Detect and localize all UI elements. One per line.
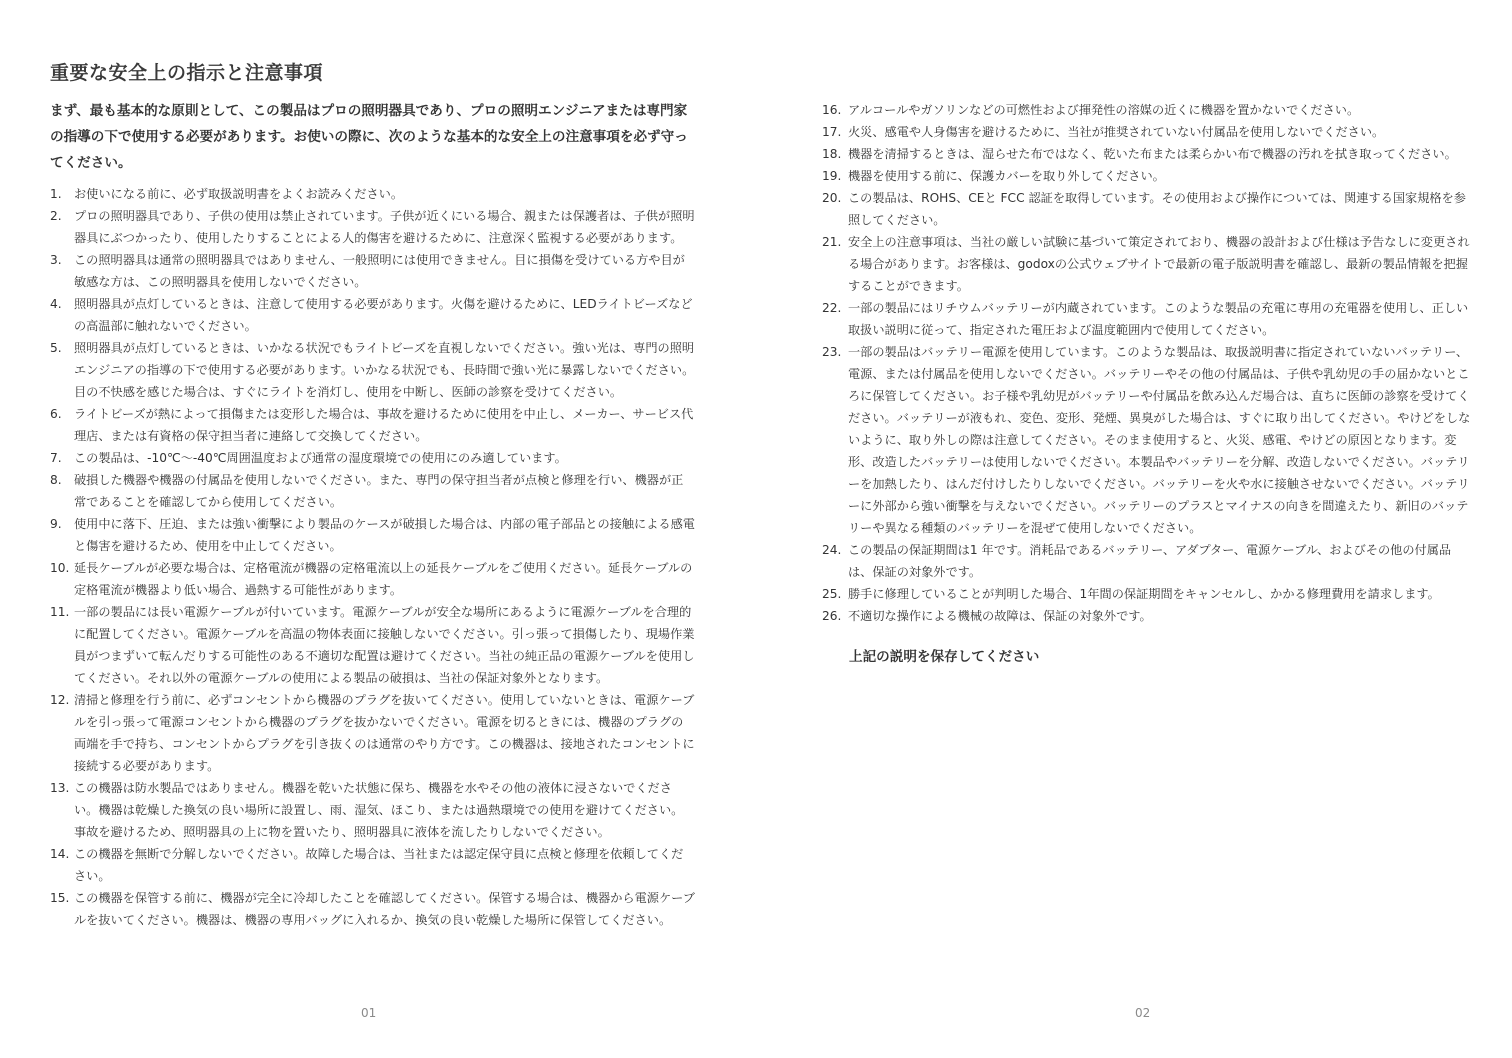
safety-item	[822, 605, 1472, 627]
item-number: 26.	[822, 609, 842, 623]
item-text: この照明器具は通常の照明器具ではありません、一般照明には使用できません。目に損傷を受けている方や目が敏感な方は、この照明器具を使用しないでください。	[74, 253, 685, 289]
safety-item	[822, 297, 1472, 341]
item-number: 9.	[50, 517, 62, 531]
item-text: この機器を無断で分解しないでください。故障した場合は、当社または認定保守員に点検と修理を依頼してください。	[74, 847, 684, 883]
item-number: 25.	[822, 587, 842, 601]
item-number: 10.	[50, 561, 70, 575]
item-text: 火災、感電や人身傷害を避けるために、当社が推奨されていない付属品を使用しないでください。	[848, 125, 1385, 139]
item-number: 18.	[822, 147, 842, 161]
item-text: 延長ケーブルが必要な場合は、定格電流が機器の定格電流以上の延長ケーブルをご使用ください。延長ケーブルの定格電流が機器より低い場合、過熱する可能性があります。	[74, 561, 693, 597]
safety-item	[822, 121, 1472, 143]
item-text: この製品の保証期間は1 年です。消耗品であるバッテリー、アダプター、電源ケーブル、およびその他の付属品は、保証の対象外です。	[848, 543, 1452, 579]
item-number: 8.	[50, 473, 62, 487]
safety-item	[50, 513, 695, 557]
item-text: 安全上の注意事項は、当社の厳しい試験に基づいて策定されており、機器の設計および仕様は予告なしに変更される場合があります。お客様は、godoxの公式ウェブサイトで最新の電子版説明書を確認し、最新の製品情報を把握することができます。	[848, 235, 1470, 293]
item-text: 一部の製品には長い電源ケーブルが付いています。電源ケーブルが安全な場所にあるように電源ケーブルを合理的に配置してください。電源ケーブルを高温の物体表面に接触しないでください。引っ張って損傷したり、現場作業員がつまずいて転んだりする可能性のある不適切な配置は避けてください。当社の純正品の電源ケーブルを使用してください。それ以外の電源ケーブルの使用による製品の破損は、当社の保証対象外となります。	[74, 605, 695, 685]
safety-item	[822, 165, 1472, 187]
safety-item	[822, 231, 1472, 297]
safety-item	[50, 447, 695, 469]
item-text: 使用中に落下、圧迫、または強い衝撃により製品のケースが破損した場合は、内部の電子部品との接触による感電と傷害を避けるため、使用を中止してください。	[74, 517, 695, 553]
item-number: 4.	[50, 297, 62, 311]
item-number: 15.	[50, 891, 70, 905]
safety-item	[50, 887, 695, 931]
item-text: ライトビーズが熱によって損傷または変形した場合は、事故を避けるために使用を中止し、メーカー、サービス代理店、または有資格の保守担当者に連絡して交換してください。	[74, 407, 694, 443]
item-number: 2.	[50, 209, 62, 223]
item-number: 24.	[822, 543, 842, 557]
safety-item	[822, 341, 1472, 539]
item-number: 12.	[50, 693, 70, 707]
safety-item	[50, 777, 695, 843]
safety-item	[50, 183, 695, 205]
safety-item	[50, 205, 695, 249]
item-text: アルコールやガソリンなどの可燃性および揮発性の溶媒の近くに機器を置かないでください。	[848, 103, 1360, 117]
item-number: 17.	[822, 125, 842, 139]
item-text: この製品は、-10℃～-40℃周囲温度および通常の湿度環境での使用にのみ適しています。	[74, 451, 567, 465]
safety-item	[822, 99, 1472, 121]
safety-item	[822, 187, 1472, 231]
item-text: お使いになる前に、必ず取扱説明書をよくお読みください。	[74, 187, 404, 201]
item-number: 7.	[50, 451, 62, 465]
item-number: 11.	[50, 605, 70, 619]
safety-item	[50, 601, 695, 689]
item-text: 機器を清掃するときは、湿らせた布ではなく、乾いた布または柔らかい布で機器の汚れを拭き取ってください。	[848, 147, 1457, 161]
item-number: 1.	[50, 187, 62, 201]
safety-item	[50, 469, 695, 513]
safety-item	[50, 249, 695, 293]
item-text: 照明器具が点灯しているときは、注意して使用する必要があります。火傷を避けるために、LEDライトビーズなどの高温部に触れないでください。	[74, 297, 693, 333]
safety-item	[822, 143, 1472, 165]
item-number: 16.	[822, 103, 842, 117]
page-number-left: 01	[361, 1006, 377, 1020]
item-text: 一部の製品はバッテリー電源を使用しています。このような製品は、取扱説明書に指定されていないバッテリー、電源、または付属品を使用しないでください。バッテリーやその他の付属品は、子供や乳幼児の手の届かないところに保管してください。お子様や乳幼児がバッテリーや付属品を飲み込んだ場合は、直ちに医師の診察を受けてください。バッテリーが液もれ、変色、変形、発煙、異臭がした場合は、すぐに取り出してください。やけどをしないように、取り外しの際は注意してください。そのまま使用すると、火災、感電、やけどの原因となります。変形、改造したバッテリーは使用しないでください。本製品やバッテリーを分解、改造しないでください。バッテリーを加熱したり、はんだ付けしたりしないでください。バッテリーを火や水に接触させないでください。バッテリーに外部から強い衝撃を与えないでください。バッテリーのプラスとマイナスの向きを間違えたり、新旧のバッテリーや異なる種類のバッテリーを混ぜて使用しないでください。	[848, 345, 1471, 535]
item-number: 23.	[822, 345, 842, 359]
item-text: プロの照明器具であり、子供の使用は禁止されています。子供が近くにいる場合、親または保護者は、子供が照明器具にぶつかったり、使用したりすることによる人的傷害を避けるために、注意深く監視する必要があります。	[74, 209, 695, 245]
item-number: 3.	[50, 253, 62, 267]
safety-list-right	[822, 99, 1472, 627]
safety-item	[50, 689, 695, 777]
item-number: 19.	[822, 169, 842, 183]
item-text: 機器を使用する前に、保護カバーを取り外してください。	[848, 169, 1165, 183]
safety-item	[822, 583, 1472, 605]
safety-item	[822, 539, 1472, 583]
item-number: 20.	[822, 191, 842, 205]
item-text: 破損した機器や機器の付属品を使用しないでください。また、専門の保守担当者が点検と修理を行い、機器が正常であることを確認してから使用してください。	[74, 473, 684, 509]
item-number: 21.	[822, 235, 842, 249]
page-title: 重要な安全上の指示と注意事項	[50, 62, 324, 84]
item-number: 6.	[50, 407, 62, 421]
item-number: 13.	[50, 781, 70, 795]
save-instructions-note: 上記の説明を保存してください	[849, 649, 1040, 665]
item-number: 14.	[50, 847, 70, 861]
right-page	[822, 0, 1472, 1058]
safety-list-left	[50, 183, 695, 931]
item-number: 5.	[50, 341, 62, 355]
item-text: 一部の製品にはリチウムバッテリーが内蔵されています。このような製品の充電に専用の充電器を使用し、正しい取扱い説明に従って、指定された電圧および温度範囲内で使用してください。	[848, 301, 1469, 337]
safety-item	[50, 337, 695, 403]
intro-paragraph: まず、最も基本的な原則として、この製品はプロの照明器具であり、プロの照明エンジニアまたは専門家の指導の下で使用する必要があります。お使いの際に、次のような基本的な安全上の注意事項を必ず守ってください。	[50, 103, 688, 171]
item-text: 照明器具が点灯しているときは、いかなる状況でもライトビーズを直視しないでください。強い光は、専門の照明エンジニアの指導の下で使用する必要があります。いかなる状況でも、長時間で強い光に暴露しないでください。目の不快感を感じた場合は、すぐにライトを消灯し、使用を中断し、医師の診察を受けてください。	[74, 341, 695, 399]
item-text: この製品は、ROHS、CEと FCC 認証を取得しています。その使用および操作については、関連する国家規格を参照してください。	[848, 191, 1466, 227]
item-text: この機器は防水製品ではありません。機器を乾いた状態に保ち、機器を水やその他の液体に浸さないでください。機器は乾燥した換気の良い場所に設置し、雨、湿気、ほこり、または過熱環境での使用を避けてください。事故を避けるため、照明器具の上に物を置いたり、照明器具に液体を流したりしないでください。	[74, 781, 684, 839]
item-text: 清掃と修理を行う前に、必ずコンセントから機器のプラグを抜いてください。使用していないときは、電源ケーブルを引っ張って電源コンセントから機器のプラグを抜かないでください。電源を切るときには、機器のプラグの両端を手で持ち、コンセントからプラグを引き抜くのは通常のやり方です。この機器は、接地されたコンセントに接続する必要があります。	[74, 693, 695, 773]
item-number: 22.	[822, 301, 842, 315]
safety-item	[50, 403, 695, 447]
page-number-right: 02	[1135, 1006, 1151, 1020]
safety-item	[50, 557, 695, 601]
left-page	[50, 0, 695, 1058]
safety-item	[50, 843, 695, 887]
safety-item	[50, 293, 695, 337]
item-text: 勝手に修理していることが判明した場合、1年間の保証期間をキャンセルし、かかる修理費用を請求します。	[848, 587, 1440, 601]
item-text: 不適切な操作による機械の故障は、保証の対象外です。	[848, 609, 1152, 623]
item-text: この機器を保管する前に、機器が完全に冷却したことを確認してください。保管する場合は、機器から電源ケーブルを抜いてください。機器は、機器の専用バッグに入れるか、換気の良い乾燥した場所に保管してください。	[74, 891, 695, 927]
